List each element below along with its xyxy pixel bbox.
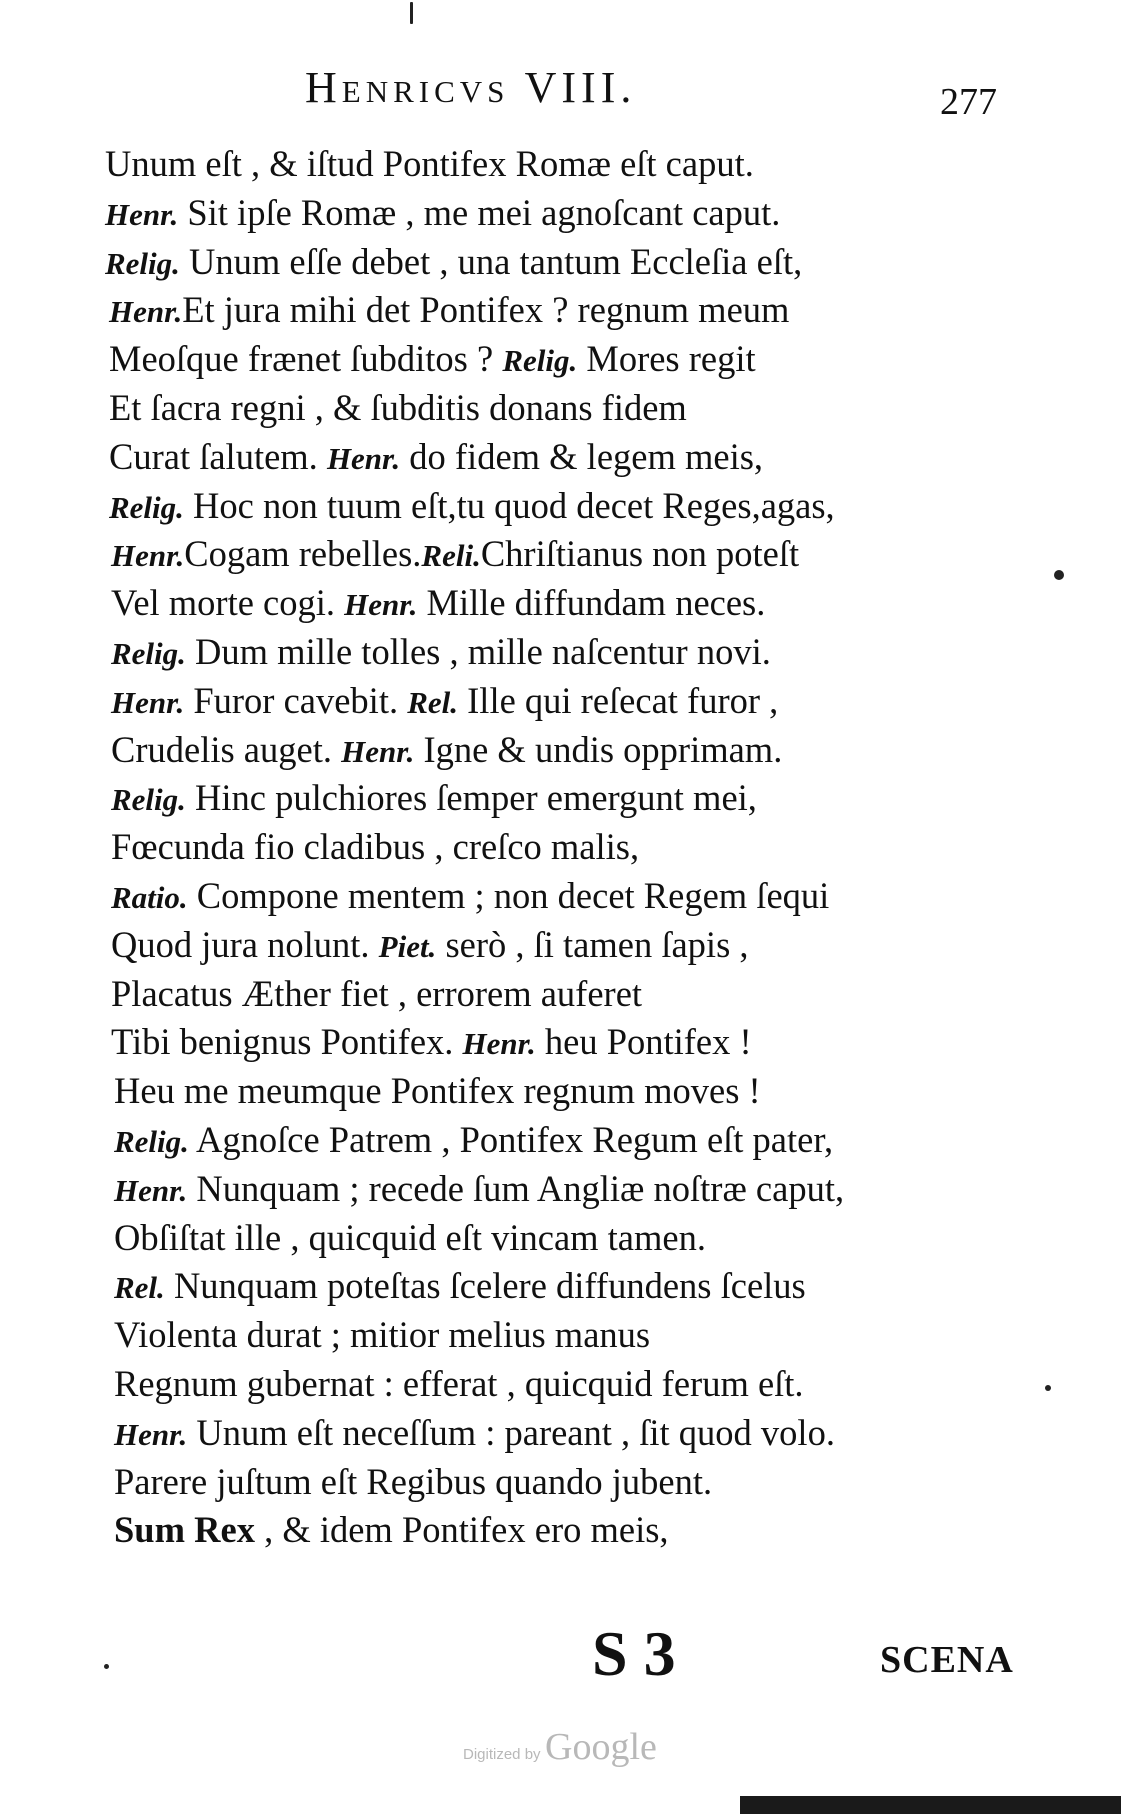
verse-line	[105, 238, 1065, 287]
verse-line	[105, 1506, 1065, 1555]
verse-line	[105, 1262, 1065, 1311]
verse-line	[105, 823, 1065, 872]
bold-text: Sum Rex	[114, 1509, 255, 1551]
verse-text: Nunquam ; recede ſum Angliæ noſtræ caput,	[187, 1167, 845, 1209]
verse-text: Agnoſce Patrem , Pontifex Regum eſt pater,	[188, 1118, 834, 1160]
verse-text: Cogam rebelles.	[184, 533, 422, 575]
verse-text: , & idem Pontifex ero meis,	[254, 1509, 669, 1551]
verse-text: serò , ſi tamen ſapis ,	[436, 923, 749, 965]
verse-text: Quod jura nolunt.	[111, 923, 379, 965]
verse-line	[105, 1116, 1065, 1165]
verse-text: Compone mentem ; non decet Regem ſequi	[187, 874, 830, 916]
google-logo: Google	[545, 1726, 657, 1768]
ink-speck	[410, 2, 413, 24]
verse-text: Unum eſt neceſſum : pareant , ſit quod volo.	[187, 1411, 835, 1453]
verse-text: Et jura mihi det Pontifex ? regnum meum	[182, 289, 790, 331]
verse-text: Placatus Æther fiet , errorem auferet	[111, 972, 643, 1014]
verse-text: Mores regit	[577, 338, 756, 380]
verse-line	[105, 921, 1065, 970]
verse-text: Hoc non tuum eſt,tu quod decet Reges,agas,	[183, 484, 835, 526]
verse-line	[105, 677, 1065, 726]
verse-text: Fœcunda fio cladibus , creſco malis,	[111, 826, 640, 868]
page-number: 277	[940, 81, 997, 123]
speaker-label: Henr.	[462, 1026, 536, 1062]
verse-line	[105, 970, 1065, 1019]
speaker-label: Henr.	[114, 1172, 188, 1208]
watermark-small-text: Digitized by	[463, 1746, 541, 1763]
verse-text: Crudelis auget.	[111, 728, 342, 770]
speaker-label: Piet.	[378, 928, 437, 964]
page-header	[0, 62, 1121, 132]
verse-text: Regnum gubernat : efferat , quicquid ferum eſt.	[114, 1362, 804, 1404]
verse-text: Sit ipſe Romæ , me mei agnoſcant caput.	[178, 191, 781, 233]
speaker-label: Henr.	[111, 684, 185, 720]
verse-text: Nunquam poteſtas ſcelere diffundens ſcelus	[164, 1265, 806, 1307]
verse-line	[105, 335, 1065, 384]
verse-line	[105, 628, 1065, 677]
speaker-label: Relig.	[502, 343, 578, 379]
verse-line	[105, 1214, 1065, 1263]
verse-text: Dum mille tolles , mille naſcentur novi.	[185, 630, 771, 672]
verse-text: do fidem & legem meis,	[400, 435, 764, 477]
scan-edge-bar	[740, 1796, 1121, 1814]
verse-line	[105, 1067, 1065, 1116]
verse-text: Chriſtianus non poteſt	[480, 533, 800, 575]
catchword: SCENA	[880, 1639, 1014, 1681]
running-head: Henricvs VIII.	[305, 63, 637, 112]
speaker-label: Relig.	[109, 489, 184, 525]
verse-line	[105, 579, 1065, 628]
ink-speck	[1054, 570, 1064, 580]
verse-text: Obſiſtat ille , quicquid eſt vincam tamen.	[114, 1216, 706, 1258]
verse-line	[105, 774, 1065, 823]
verse-text: Vel morte cogi.	[111, 582, 345, 624]
verse-text: Curat ſalutem.	[109, 435, 327, 477]
verse-line	[105, 1165, 1065, 1214]
speaker-label: Relig.	[111, 782, 186, 818]
verse-text: Heu me meumque Pontifex regnum moves !	[114, 1070, 761, 1112]
verse-line	[105, 189, 1065, 238]
verse-text: Tibi benignus Pontifex.	[111, 1021, 463, 1063]
verse-text: Furor cavebit.	[184, 679, 408, 721]
verse-text: Ille qui reſecat furor ,	[458, 679, 779, 721]
verse-text: heu Pontifex !	[535, 1021, 752, 1063]
verse-line	[105, 384, 1065, 433]
verse-text: Violenta durat ; mitior melius manus	[114, 1314, 651, 1356]
speaker-label: Rel.	[114, 1270, 165, 1306]
verse-text: Mille diffundam neces.	[417, 582, 766, 624]
speaker-label: Henr.	[111, 538, 185, 574]
verse-line	[105, 1409, 1065, 1458]
verse-line	[105, 286, 1065, 335]
ink-speck	[104, 1664, 109, 1669]
speaker-label: Reli.	[421, 538, 481, 574]
verse-line	[105, 433, 1065, 482]
verse-line	[105, 872, 1065, 921]
speaker-label: Henr.	[109, 294, 183, 330]
speaker-label: Henr.	[344, 587, 418, 623]
verse-line	[105, 482, 1065, 531]
verse-line	[105, 1311, 1065, 1360]
ink-speck	[1045, 1385, 1051, 1391]
speaker-label: Ratio.	[111, 879, 188, 915]
digitization-watermark	[463, 1725, 657, 1769]
speaker-label: Relig.	[111, 635, 186, 671]
speaker-label: Henr.	[341, 733, 415, 769]
speaker-label: Henr.	[326, 440, 401, 476]
verse-block	[105, 140, 1065, 1555]
verse-text: Hinc pulchiores ſemper emergunt mei,	[185, 777, 757, 819]
verse-text: Igne & undis opprimam.	[414, 728, 783, 770]
speaker-label: Henr.	[105, 196, 179, 232]
verse-text: Unum eſſe debet , una tantum Eccleſia eſt,	[179, 240, 803, 282]
verse-line	[105, 726, 1065, 775]
speaker-label: Relig.	[114, 1123, 189, 1159]
verse-line	[105, 530, 1065, 579]
verse-text: Unum eſt , & iſtud Pontifex Romæ eſt caput.	[105, 143, 754, 184]
verse-line	[105, 1360, 1065, 1409]
verse-text: Et ſacra regni , & ſubditis donans fidem	[109, 386, 687, 428]
speaker-label: Rel.	[407, 684, 459, 720]
verse-line	[105, 1018, 1065, 1067]
speaker-label: Henr.	[114, 1416, 188, 1452]
verse-line	[105, 1458, 1065, 1507]
verse-text: Meoſque frænet ſubditos ?	[109, 338, 503, 380]
verse-text: Parere juſtum eſt Regibus quando jubent.	[114, 1460, 713, 1502]
signature-mark: S 3	[592, 1618, 676, 1689]
verse-line	[105, 140, 1065, 189]
speaker-label: Relig.	[105, 245, 180, 281]
